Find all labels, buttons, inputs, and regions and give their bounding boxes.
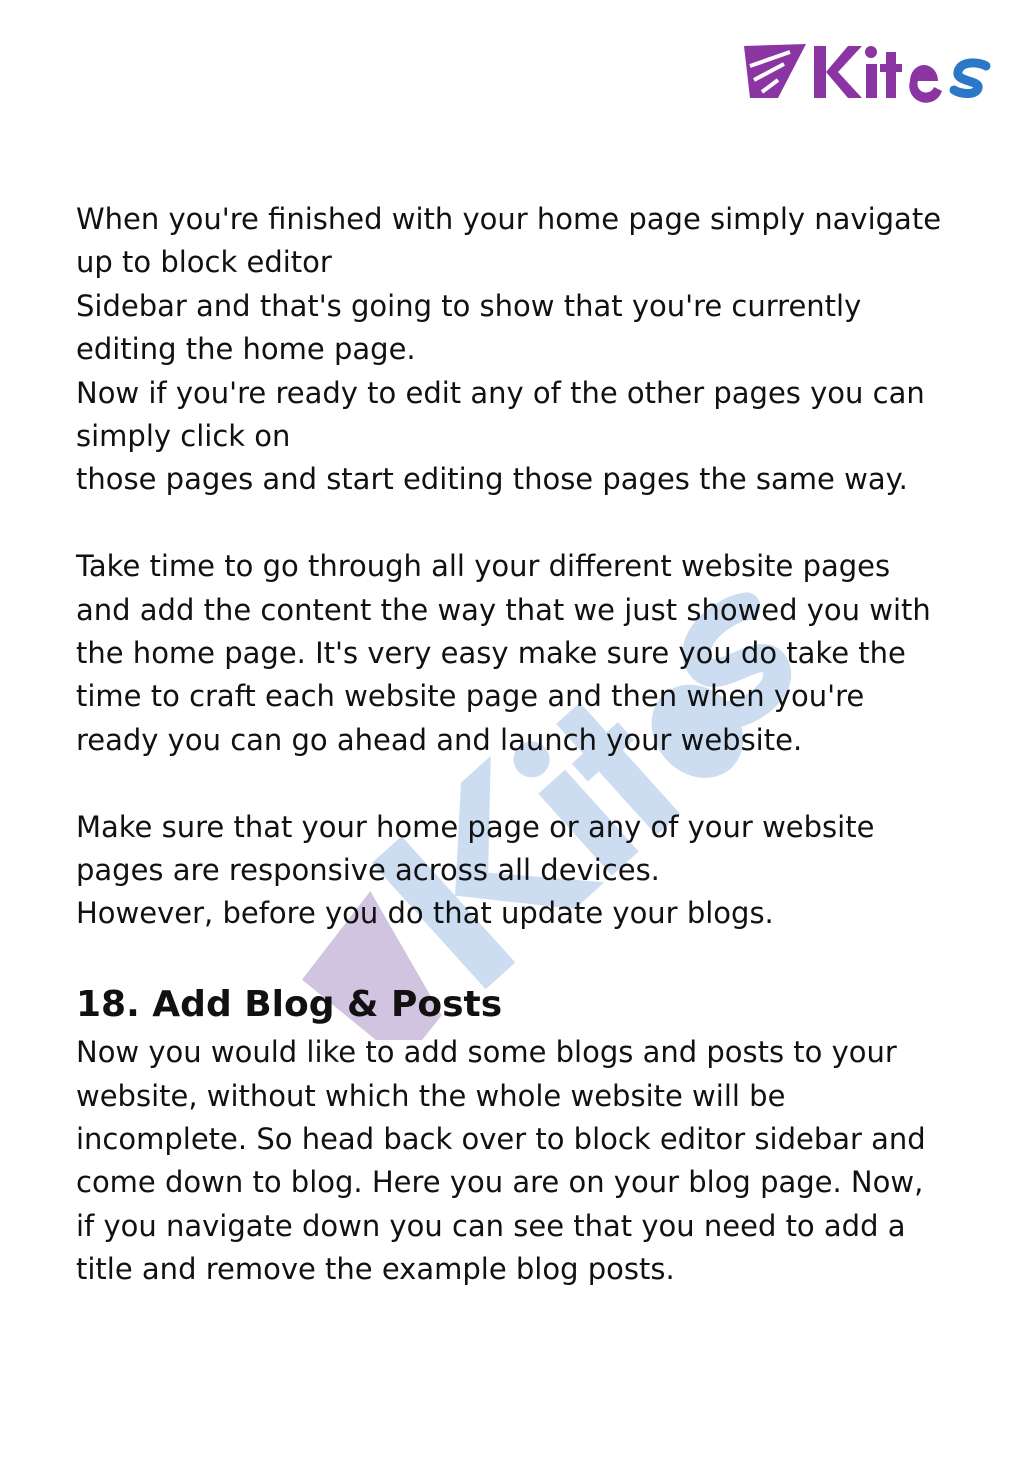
kites-logo bbox=[740, 36, 1000, 106]
text-line: Take time to go through all your different website pages bbox=[76, 549, 891, 584]
document-body bbox=[76, 198, 956, 1292]
text-line: those pages and start editing those pages the same way. bbox=[76, 462, 908, 497]
section-add-blog-posts bbox=[76, 979, 956, 1291]
text-line: editing the home page. bbox=[76, 332, 416, 367]
text-line: pages are responsive across all devices. bbox=[76, 853, 660, 888]
text-line: Now if you're ready to edit any of the other pages you can bbox=[76, 375, 925, 410]
paragraph-3 bbox=[76, 806, 956, 936]
text-line: When you're finished with your home page simply navigate bbox=[76, 202, 942, 236]
text-line: Sidebar and that's going to show that you're currently bbox=[76, 288, 862, 323]
text-line: and add the content the way that we just showed you with bbox=[76, 592, 931, 627]
text-line: come down to blog. Here you are on your blog page. Now, bbox=[76, 1165, 924, 1200]
text-line: incomplete. So head back over to block editor sidebar and bbox=[76, 1122, 926, 1157]
text-line: if you navigate down you can see that you need to add a bbox=[76, 1208, 906, 1243]
text-line: title and remove the example blog posts. bbox=[76, 1252, 675, 1287]
section-heading: 18. Add Blog & Posts bbox=[76, 984, 503, 1026]
text-line: Now you would like to add some blogs and posts to your bbox=[76, 1035, 897, 1070]
text-line: simply click on bbox=[76, 419, 291, 454]
text-line: up to block editor bbox=[76, 245, 332, 280]
text-line: time to craft each website page and then when you're bbox=[76, 679, 865, 714]
paragraph-2 bbox=[76, 545, 956, 762]
paragraph-1 bbox=[76, 198, 956, 502]
text-line: the home page. It's very easy make sure you do take the bbox=[76, 636, 906, 671]
text-line: However, before you do that update your blogs. bbox=[76, 896, 774, 931]
text-line: Make sure that your home page or any of your website bbox=[76, 809, 875, 844]
text-line: website, without which the whole website will be bbox=[76, 1078, 786, 1113]
text-line: ready you can go ahead and launch your website. bbox=[76, 722, 803, 757]
